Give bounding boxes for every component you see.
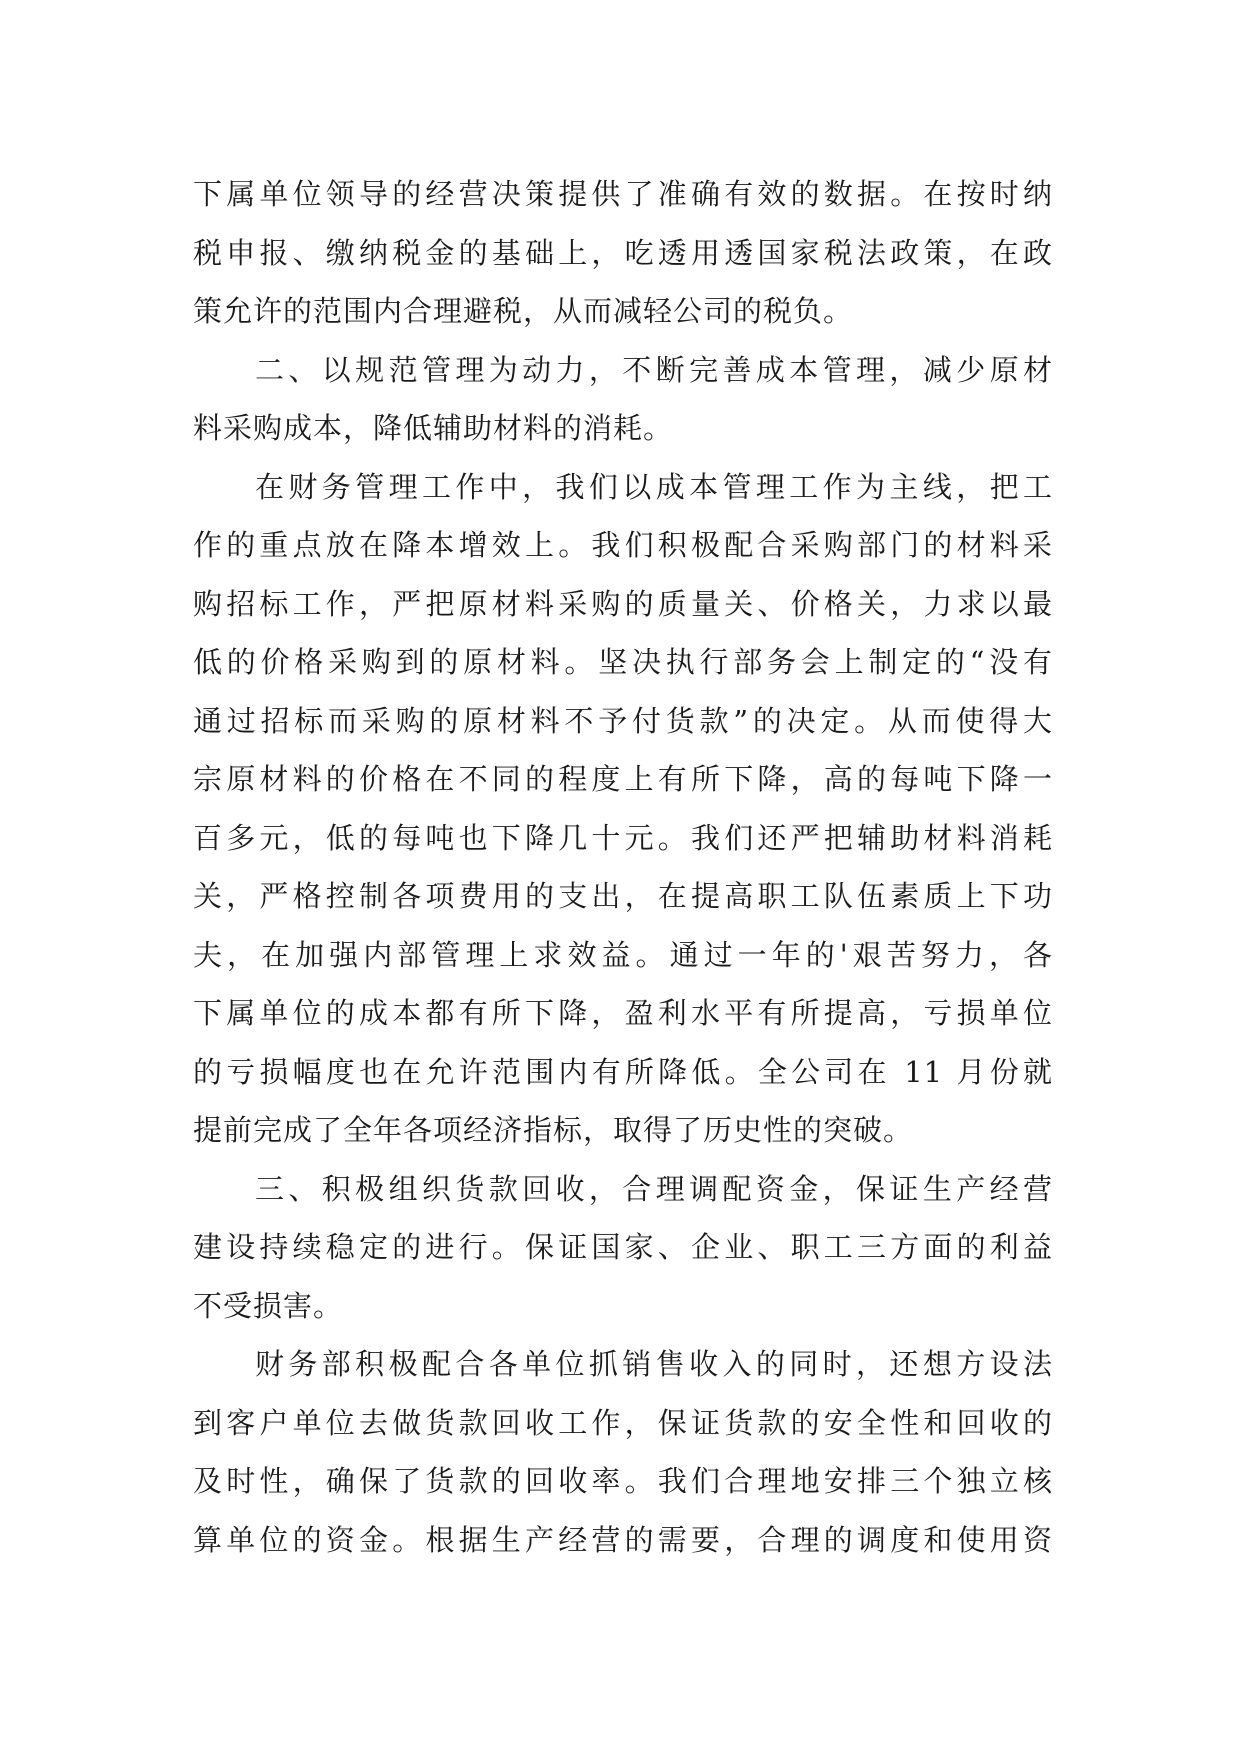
text-line: 税申报、缴纳税金的基础上，吃透用透国家税法政策，在政 <box>193 235 1053 270</box>
text-line: 算单位的资金。根据生产经营的需要，合理的调度和使用资 <box>193 1522 1053 1557</box>
section-heading-line: 三、积极组织货款回收，合理调配资金，保证生产经营 <box>255 1171 1053 1206</box>
text-line: 低的价格采购到的原材料。坚决执行部务会上制定的“没有 <box>193 645 1053 679</box>
text-line: 到客户单位去做货款回收工作，保证货款的安全性和回收的 <box>193 1405 1053 1440</box>
text-line: 下属单位的成本都有所下降，盈利水平有所提高，亏损单位 <box>193 996 1053 1030</box>
text-line: 通过招标而采购的原材料不予付货款”的决定。从而使得大 <box>193 703 1053 738</box>
text-line: 购招标工作，严把原材料采购的质量关、价格关，力求以最 <box>193 586 1053 621</box>
text-line: 宗原材料的价格在不同的程度上有所下降，高的每吨下降一 <box>193 762 1053 796</box>
text-line: 下属单位领导的经营决策提供了准确有效的数据。在按时纳 <box>193 177 1053 211</box>
text-line: 提前完成了全年各项经济指标，取得了历史性的突破。 <box>193 1113 914 1147</box>
text-line: 百多元，低的每吨也下降几十元。我们还严把辅助材料消耗 <box>193 820 1053 855</box>
section-heading-line: 二、以规范管理为动力，不断完善成本管理，减少原材 <box>255 352 1053 387</box>
text-line: 策允许的范围内合理避税，从而减轻公司的税负。 <box>193 294 854 328</box>
section-heading-line: 料采购成本，降低辅助材料的消耗。 <box>193 411 674 445</box>
text-line: 关，严格控制各项费用的支出，在提高职工队伍素质上下功 <box>193 879 1053 913</box>
section-heading-line: 建设持续稳定的进行。保证国家、企业、职工三方面的利益 <box>193 1230 1053 1264</box>
text-line: 及时性，确保了货款的回收率。我们合理地安排三个独立核 <box>193 1464 1053 1498</box>
text-line: 财务部积极配合各单位抓销售收入的同时，还想方设法 <box>255 1347 1053 1381</box>
text-line: 的亏损幅度也在允许范围内有所降低。全公司在 11 月份就 <box>193 1054 1053 1089</box>
text-line: 在财务管理工作中，我们以成本管理工作为主线，把工 <box>255 469 1053 504</box>
text-line: 夫，在加强内部管理上求效益。通过一年的'艰苦努力，各 <box>193 937 1053 972</box>
text-line: 作的重点放在降本增效上。我们积极配合采购部门的材料采 <box>193 528 1053 562</box>
document-body <box>193 165 1053 1569</box>
section-heading-line: 不受损害。 <box>193 1288 344 1323</box>
